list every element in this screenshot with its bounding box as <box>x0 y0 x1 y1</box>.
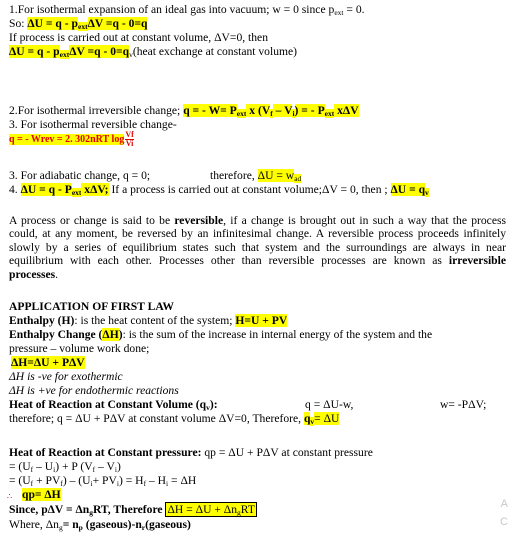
line-heat-exchange: $\Delta U = q - p_{ext}\Delta V =q$ - $0=q_v(heat$ exchange at constant volume) <box>9 45 298 59</box>
line-adiabatic: 3. For adiabatic change, q = 0; <box>9 169 151 182</box>
edge-letter-c: C <box>500 516 508 528</box>
line-so-equation: So: $\Delta U = q - p_{ext}\Delta V =q - 0=q$ <box>9 17 148 31</box>
line-pv-work: pressure – volume work done; <box>9 342 150 355</box>
reversible-process-paragraph: A process or change is said to be reversible, if a change is brought out in such a way that the process could, at any moment, be reversed by an infinitesimal change. A reversible process proceeds infinitely slowly by a series of equilibrium states such that system and the surroundings are always in near equilibrium with each other. Processes other than reversible processes are known as irreversible processes. <box>9 214 506 281</box>
expansion-line-2: = $(U_f + PV_f) - (U_i+ PV_i) = H_f - H_i = \Delta H$ <box>9 474 197 488</box>
line-heat-constant-pressure: Heat of Reaction at Constant pressure: qp = ΔU + PΔV at constant pressure <box>9 446 373 459</box>
log-fraction: $\frac{Vf}{Vi}$ <box>125 130 134 148</box>
line-constant-volume: If process is carried out at constant volume, ΔV=0, then <box>9 31 269 44</box>
line-enthalpy-change: Enthalpy Change (ΔH): is the sum of the increase in internal energy of the system and the <box>9 328 433 341</box>
line-irreversible: 2.For isothermal irreversible change; q = - $W= P_{ext}$ x $(V_f - V_i)$ = - $P_{ext}$ xΔV <box>9 104 359 118</box>
w-equation: w= -PΔV; <box>440 398 487 411</box>
line-constant-volume-4: 4. $\Delta U = q - P_{ext}$ xΔV; If a process is carried out at constant volume;ΔV = 0, then ; $\Delta U = q_v$ <box>9 183 429 197</box>
line-therefore-qv: therefore; q = ΔU + PΔV at constant volume ΔV=0, Therefore, $q_v= \Delta U$ <box>9 412 340 426</box>
line-heat-constant-volume: Heat of Reaction at Constant Volume $(q_v)$: <box>9 398 218 412</box>
line-reversible-heading: 3. For isothermal reversible change- <box>9 118 177 131</box>
line-since: Since, $p\Delta V = \Delta n_gRT$, Therefore $\Delta H = \Delta U + \Delta n_gRT$ <box>9 503 255 517</box>
q-equation: q = ΔU-w, <box>305 398 354 411</box>
edge-letter-a: A <box>500 498 508 510</box>
line-isothermal-vacuum: 1.For isothermal expansion of an ideal gas into vacuum; w = 0 since $p_{ext} = 0$. <box>9 3 365 17</box>
line-exothermic: ΔH is -ve for exothermic <box>9 370 123 383</box>
line-endothermic: ΔH is +ve for endothermic reactions <box>9 384 179 397</box>
expansion-line-1: = $(U_f - U_i) + P$ $(V_f - V_i)$ <box>9 460 121 474</box>
bullet-marker-icon: ∴ <box>7 492 13 501</box>
dh-equation: ΔH=ΔU + PΔV <box>11 356 85 369</box>
line-enthalpy: Enthalpy (H): is the heat content of the system; H=U + PV <box>9 314 288 327</box>
line-reversible-equation: q = - Wrev = 2. 302nRT log $\frac{Vf}{Vi}$ <box>9 130 134 148</box>
adiabatic-result: therefore, $\Delta U = w_{ad}$ <box>210 169 302 183</box>
line-where: Where, $\Delta n_g= n_p$ $(gaseous)-n_r(gaseous)$ <box>9 518 191 532</box>
boxed-equation: $\Delta H = \Delta U + \Delta n_gRT$ <box>167 503 255 517</box>
application-title: APPLICATION OF FIRST LAW <box>9 300 175 313</box>
qp-equation: qp= ΔH <box>22 488 61 501</box>
